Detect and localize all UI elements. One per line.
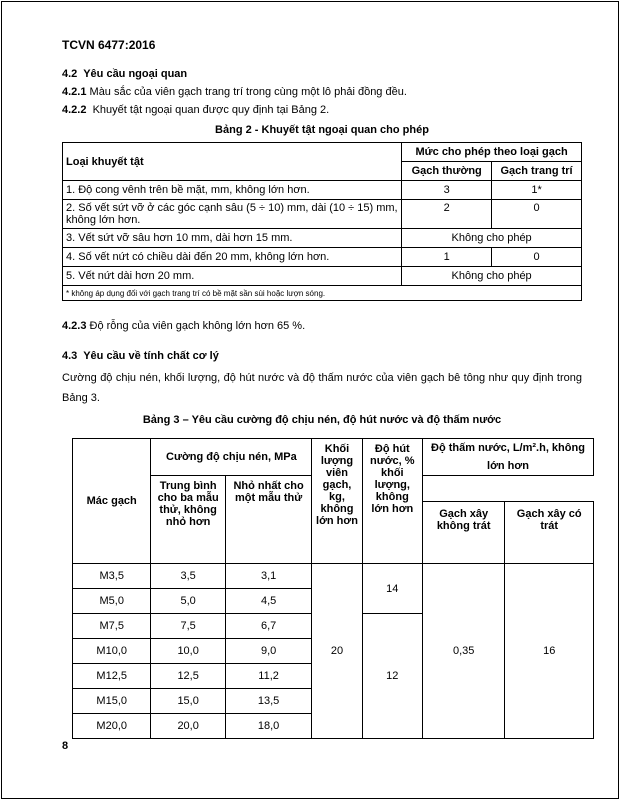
table-2-header-defect: Loại khuyết tật — [63, 143, 402, 181]
mass-cell: 20 — [312, 564, 362, 739]
table-2-header-decor: Gạch trang trí — [492, 162, 582, 181]
avg-cell: 5,0 — [151, 589, 225, 614]
header-grade: Mác gạch — [73, 439, 151, 564]
normal-cell: 3 — [402, 181, 492, 200]
header-perm-a: Gạch xây không trát — [422, 502, 504, 564]
defect-cell: 2. Số vết sứt vỡ ở các góc cạnh sâu (5 ÷ 10) mm, dài (10 ÷ 15) mm, không lớn hơn. — [63, 200, 402, 229]
section-title: Yêu cầu về tính chất cơ lý — [83, 350, 219, 362]
perm-b-cell: 16 — [505, 564, 594, 739]
table-row — [63, 248, 582, 267]
avg-cell: 7,5 — [151, 614, 225, 639]
header-absorb: Độ hút nước, % khối lượng, không lớn hơn — [362, 439, 422, 564]
page-number: 8 — [62, 740, 69, 752]
avg-cell: 15,0 — [151, 689, 225, 714]
grade-cell: M7,5 — [73, 614, 151, 639]
table-2-footnote: * không áp dụng đối với gạch trang trí có bề mặt sần sùi hoặc lượn sóng. — [63, 286, 582, 301]
min-cell: 18,0 — [225, 714, 311, 739]
decor-cell: 0 — [492, 248, 582, 267]
paragraph-text: Độ rỗng của viên gạch không lớn hơn 65 %. — [89, 320, 306, 332]
avg-cell: 20,0 — [151, 714, 225, 739]
absorb-cell-2: 12 — [362, 614, 422, 739]
decor-cell: 0 — [492, 200, 582, 229]
paragraph-number: 4.2.2 — [62, 104, 87, 116]
table-3 — [72, 438, 594, 739]
paragraph-text: Màu sắc của viên gạch trang trí trong cùng một lô phải đồng đều. — [89, 86, 407, 98]
standard-code: TCVN 6477:2016 — [62, 38, 156, 52]
paragraph-4-3-text: Cường độ chịu nén, khối lượng, độ hút nước và độ thấm nước của viên gạch bê tông như quy định trong Bảng 3. — [62, 372, 582, 404]
document-page — [1, 1, 619, 799]
section-title: Yêu cầu ngoại quan — [83, 68, 188, 80]
avg-cell: 10,0 — [151, 639, 225, 664]
table-row — [63, 267, 582, 286]
perm-a-cell: 0,35 — [422, 564, 504, 739]
grade-cell: M15,0 — [73, 689, 151, 714]
grade-cell: M5,0 — [73, 589, 151, 614]
absorb-cell-1: 14 — [362, 564, 422, 614]
avg-cell: 3,5 — [151, 564, 225, 589]
table-row — [73, 564, 594, 589]
paragraph-number: 4.2.1 — [62, 86, 87, 98]
min-cell: 4,5 — [225, 589, 311, 614]
header-avg: Trung bình cho ba mẫu thử, không nhỏ hơn — [151, 476, 225, 564]
grade-cell: M20,0 — [73, 714, 151, 739]
min-cell: 9,0 — [225, 639, 311, 664]
section-4-2-heading — [62, 68, 187, 80]
header-perm-b: Gạch xây có trát — [505, 502, 594, 564]
section-number: 4.2 — [62, 68, 78, 80]
header-strength: Cường độ chịu nén, MPa — [151, 439, 312, 476]
table-row — [63, 181, 582, 200]
table-row — [63, 229, 582, 248]
table-row — [63, 200, 582, 229]
paragraph-4-2-1 — [62, 86, 407, 98]
merged-cell: Không cho phép — [402, 229, 582, 248]
table-2 — [62, 142, 582, 301]
min-cell: 13,5 — [225, 689, 311, 714]
grade-cell: M3,5 — [73, 564, 151, 589]
merged-cell: Không cho phép — [402, 267, 582, 286]
defect-cell: 1. Độ cong vênh trên bề mặt, mm, không lớn hơn. — [63, 181, 402, 200]
section-4-3-heading — [62, 350, 219, 362]
table-2-caption: Bảng 2 - Khuyết tật ngoại quan cho phép — [215, 124, 429, 136]
table-2-header-normal: Gạch thường — [402, 162, 492, 181]
decor-cell: 1* — [492, 181, 582, 200]
min-cell: 11,2 — [225, 664, 311, 689]
min-cell: 6,7 — [225, 614, 311, 639]
section-number: 4.3 — [62, 350, 78, 362]
paragraph-text: Khuyết tật ngoại quan được quy định tại Bảng 2. — [92, 104, 330, 116]
grade-cell: M12,5 — [73, 664, 151, 689]
normal-cell: 2 — [402, 200, 492, 229]
table-2-header-group: Mức cho phép theo loại gạch — [402, 143, 582, 162]
header-mass: Khối lượng viên gạch, kg, không lớn hơn — [312, 439, 362, 564]
avg-cell: 12,5 — [151, 664, 225, 689]
table-3-caption: Bảng 3 – Yêu cầu cường độ chịu nén, độ hút nước và độ thấm nước — [142, 414, 502, 426]
grade-cell: M10,0 — [73, 639, 151, 664]
min-cell: 3,1 — [225, 564, 311, 589]
normal-cell: 1 — [402, 248, 492, 267]
paragraph-number: 4.2.3 — [62, 320, 87, 332]
header-permeability: Độ thấm nước, L/m².h, không lớn hơn — [422, 439, 593, 476]
paragraph-4-2-3 — [62, 320, 305, 332]
header-min: Nhỏ nhất cho một mẫu thử — [225, 476, 311, 564]
defect-cell: 3. Vết sứt vỡ sâu hơn 10 mm, dài hơn 15 mm. — [63, 229, 402, 248]
defect-cell: 4. Số vết nứt có chiều dài đến 20 mm, không lớn hơn. — [63, 248, 402, 267]
defect-cell: 5. Vết nứt dài hơn 20 mm. — [63, 267, 402, 286]
paragraph-4-2-2 — [62, 104, 329, 116]
